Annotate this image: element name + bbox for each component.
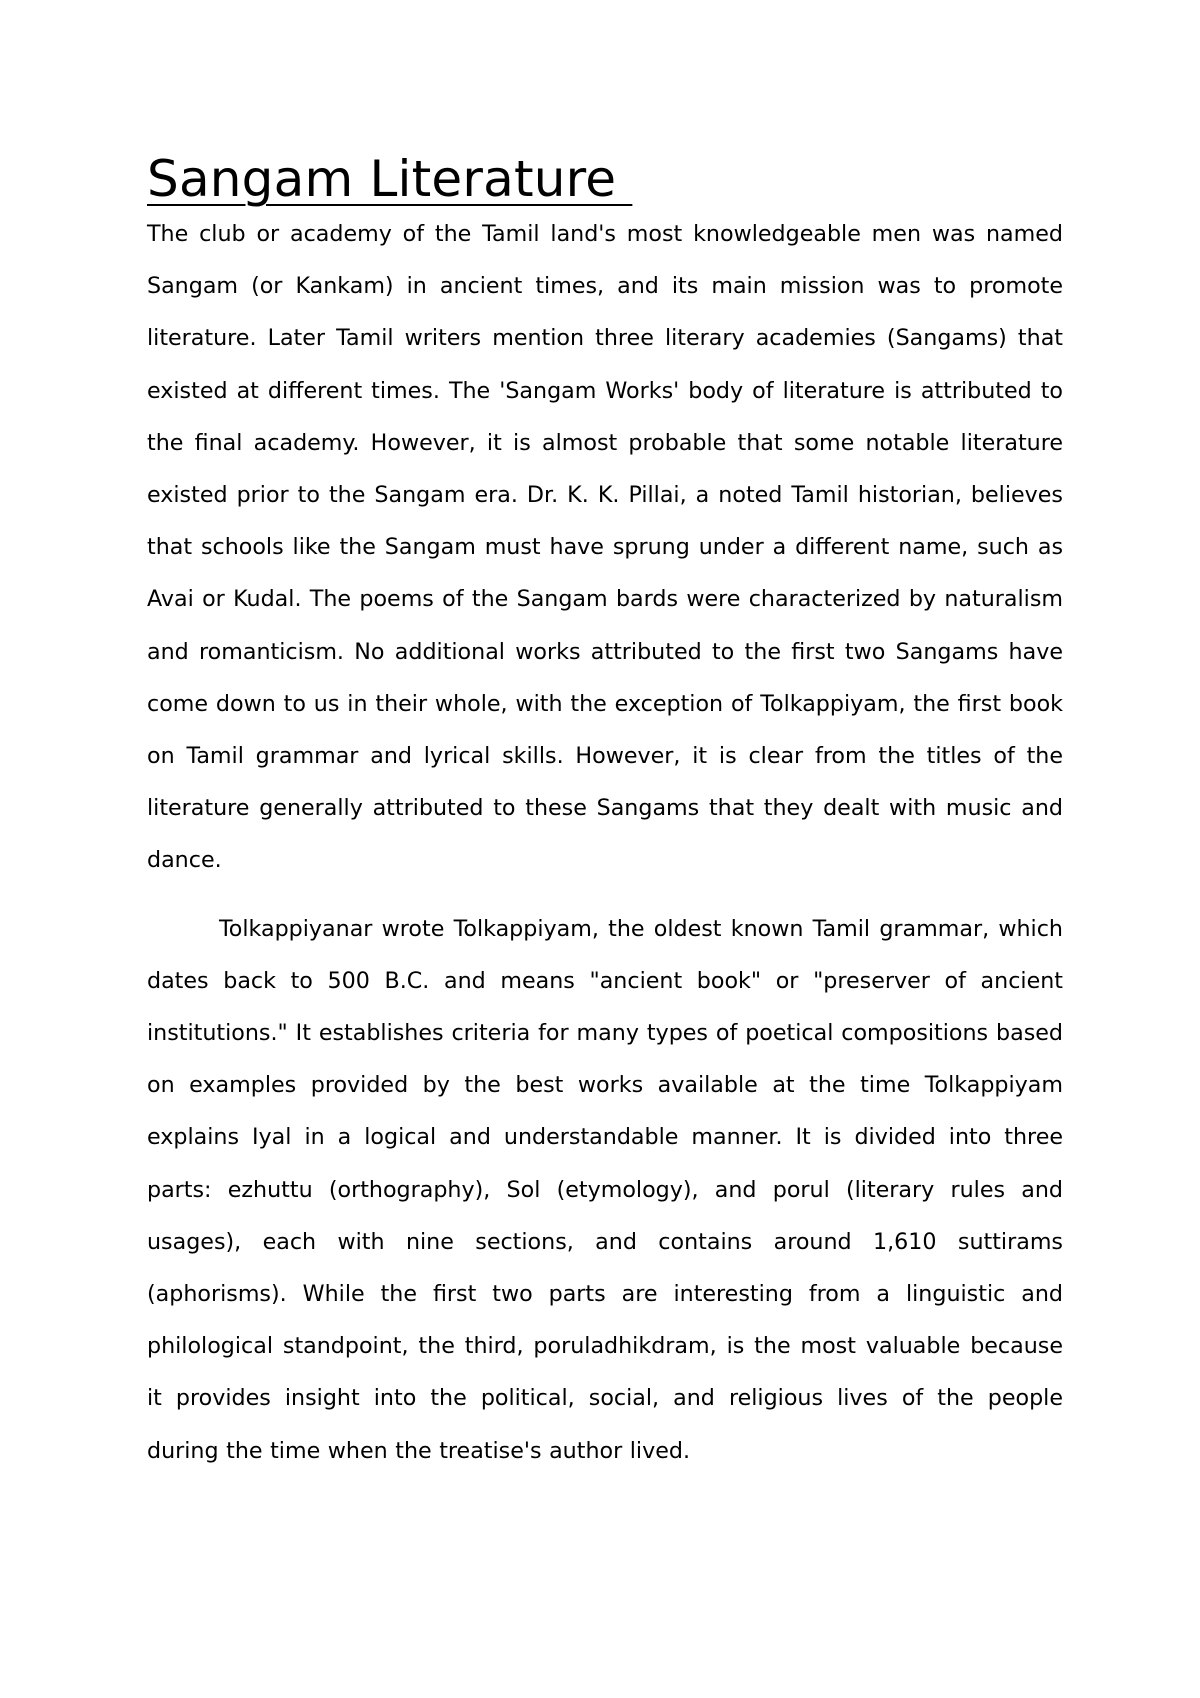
page-title: [147, 148, 1063, 210]
paragraph-1: The club or academy of the Tamil land's most knowledgeable men was named Sangam (or Kankam) in ancient times, and its main mission was to promote literature. Later Tamil writers mention three literary academies (Sangams) that existed at different times. The 'Sangam Works' body of literature is attributed to the final academy. However, it is almost probable that some notable literature existed prior to the Sangam era. Dr. K. K. Pillai, a noted Tamil historian, believes that schools like the Sangam must have sprung under a different name, such as Avai or Kudal. The poems of the Sangam bards were characterized by naturalism and romanticism. No additional works attributed to the first two Sangams have come down to us in their whole, with the exception of Tolkappiyam, the first book on Tamil grammar and lyrical skills. However, it is clear from the titles of the literature generally attributed to these Sangams that they dealt with music and dance.: [147, 221, 1063, 874]
document-body: [147, 148, 1063, 1477]
title-text: Sangam Literature: [147, 150, 633, 208]
paragraph-2: Tolkappiyanar wrote Tolkappiyam, the oldest known Tamil grammar, which dates back to 500 B.C. and means "ancient book" or "preserver of ancient institutions." It establishes criteria for many types of poetical compositions based on examples provided by the best works available at the time Tolkappiyam explains Iyal in a logical and understandable manner. It is divided into three parts: ezhuttu (orthography), Sol (etymology), and porul (literary rules and usages), each with nine sections, and contains around 1,610 suttirams (aphorisms). While the first two parts are interesting from a linguistic and philological standpoint, the third, poruladhikdram, is the most valuable because it provides insight into the political, social, and religious lives of the people during the time when the treatise's author lived.: [147, 915, 1063, 1464]
